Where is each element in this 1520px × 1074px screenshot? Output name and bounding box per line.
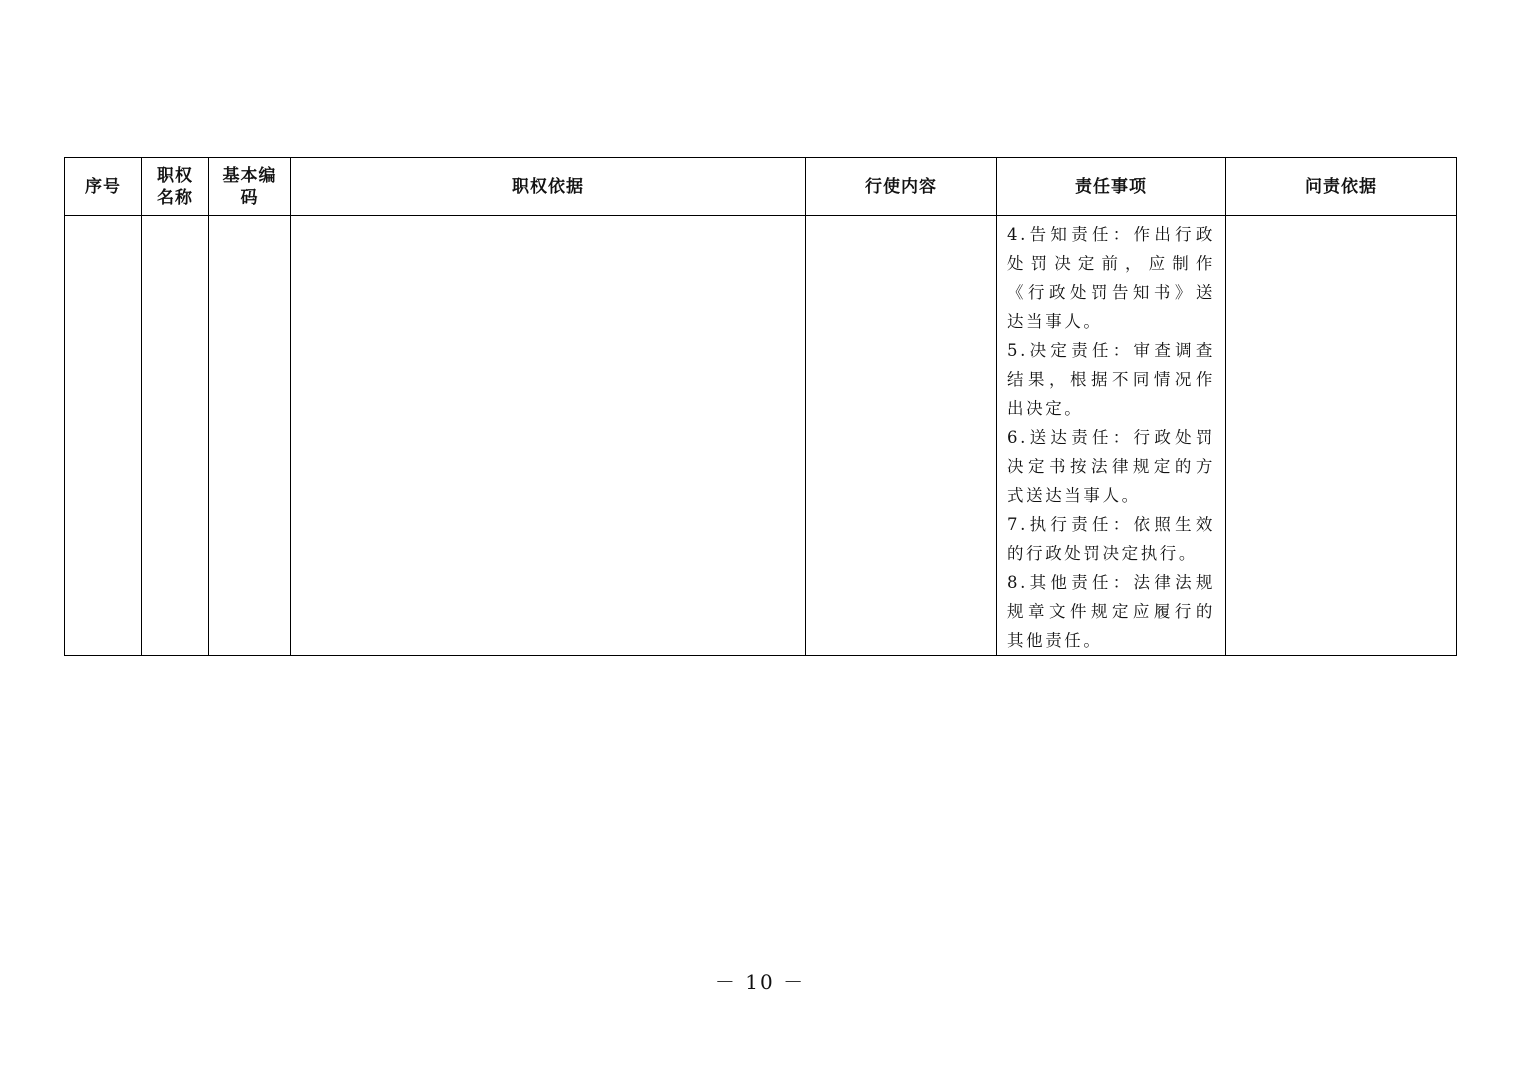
responsibility-item-notify: 4.告知责任：作出行政处罚决定前，应制作《行政处罚告知书》送达当事人。 bbox=[1007, 225, 1215, 331]
cell-basic-code bbox=[209, 216, 291, 656]
page-number: － 10 － bbox=[714, 970, 806, 994]
cell-accountability-basis bbox=[1226, 216, 1457, 656]
header-accountability-basis: 问责依据 bbox=[1226, 158, 1457, 216]
cell-responsibility bbox=[997, 216, 1226, 656]
responsibility-item-other: 8.其他责任：法律法规规章文件规定应履行的其他责任。 bbox=[1007, 573, 1215, 650]
header-basic-code-line2: 码 bbox=[240, 187, 259, 208]
header-seq: 序号 bbox=[65, 158, 142, 216]
header-authority-name-line2: 名称 bbox=[157, 187, 193, 208]
table-header-row bbox=[65, 158, 1457, 216]
cell-seq bbox=[65, 216, 142, 656]
header-responsibility: 责任事项 bbox=[997, 158, 1226, 216]
responsibility-item-decide: 5.决定责任：审查调查结果，根据不同情况作出决定。 bbox=[1007, 341, 1215, 418]
table-row bbox=[65, 216, 1457, 656]
responsibility-item-execute: 7.执行责任：依照生效的行政处罚决定执行。 bbox=[1007, 515, 1215, 563]
cell-exercise-content bbox=[806, 216, 997, 656]
responsibility-item-deliver: 6.送达责任：行政处罚决定书按法律规定的方式送达当事人。 bbox=[1007, 428, 1215, 505]
header-exercise-content: 行使内容 bbox=[806, 158, 997, 216]
cell-authority-name bbox=[142, 216, 209, 656]
header-authority-name bbox=[142, 158, 209, 216]
header-authority-basis: 职权依据 bbox=[291, 158, 806, 216]
header-basic-code-line1: 基本编 bbox=[222, 165, 277, 186]
responsibility-table bbox=[64, 157, 1457, 656]
header-authority-name-line1: 职权 bbox=[157, 165, 193, 186]
header-basic-code bbox=[209, 158, 291, 216]
cell-authority-basis bbox=[291, 216, 806, 656]
